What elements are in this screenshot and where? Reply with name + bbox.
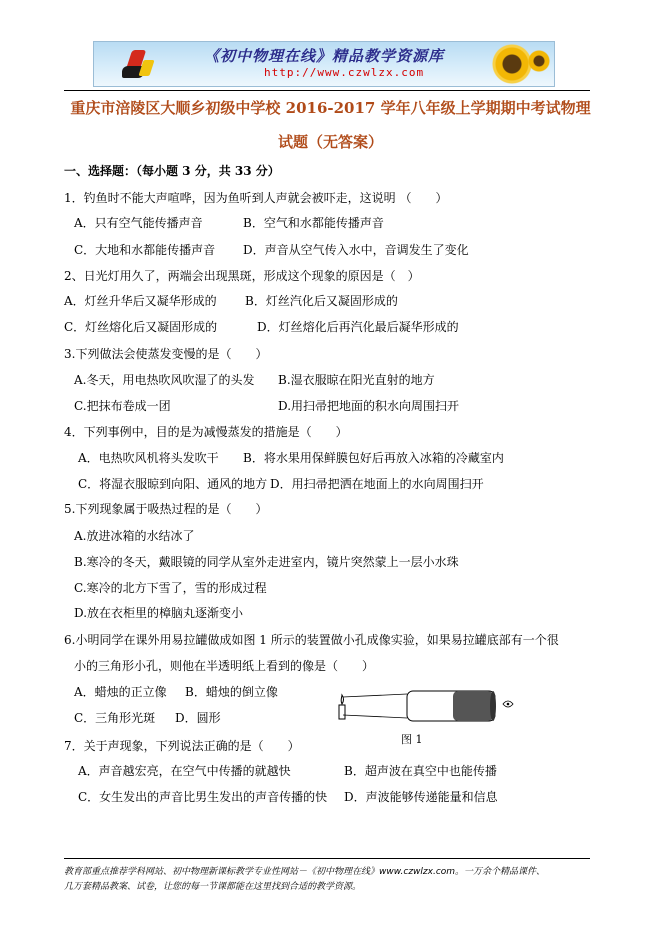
q4-option-d: D．用扫帚把洒在地面上的水向周围扫开: [270, 477, 484, 491]
q5-option-b: B.寒冷的冬天，戴眼镜的同学从室外走进室内，镜片突然蒙上一层小水珠: [74, 555, 459, 569]
question-7-stem: 7．关于声现象，下列说法正确的是（ ）: [64, 739, 300, 753]
page-title: 重庆市涪陵区大顺乡初级中学校 2016-2017 学年八年级上学期期中考试物理: [70, 99, 591, 117]
question-4-stem: 4．下列事例中，目的是为减慢蒸发的措施是（ ）: [64, 425, 348, 439]
banner-title: 《初中物理在线》精品教学资源库: [204, 47, 445, 65]
q5-option-d: D.放在衣柜里的樟脑丸逐渐变小: [74, 606, 244, 620]
question-3-stem: 3.下列做法会使蒸发变慢的是（ ）: [64, 347, 268, 361]
q7-option-c: C．女生发出的声音比男生发出的声音传播的快: [78, 790, 328, 804]
q6-option-b: B．蜡烛的倒立像: [185, 685, 278, 699]
q7-option-d: D．声波能够传递能量和信息: [344, 790, 498, 804]
q3-option-b: B.湿衣服晾在阳光直射的地方: [278, 373, 435, 387]
sunflower-small-icon: [526, 48, 552, 74]
question-6-stem: 6.小明同学在课外用易拉罐做成如图 1 所示的装置做小孔成像实验，如果易拉罐底部有一个很: [64, 633, 559, 647]
page-title-line2: 试题（无答案）: [277, 133, 383, 151]
footer-rule: [64, 858, 590, 859]
header-rule: [64, 90, 590, 91]
footer-line2: 几万套精品教案、试卷，让您的每一节课都能在这里找到合适的教学资源。: [64, 882, 362, 892]
q4-option-b: B．将水果用保鲜膜包好后再放入冰箱的冷藏室内: [243, 451, 504, 465]
q3-option-d: D.用扫帚把地面的积水向周围扫开: [278, 399, 460, 413]
question-2-stem: 2、日光灯用久了，两端会出现黑斑，形成这个现象的原因是（ ）: [64, 269, 420, 283]
q1-option-d: D．声音从空气传入水中，音调发生了变化: [243, 243, 469, 257]
section-heading: 一、选择题：（每小题 3 分，共 33 分）: [64, 164, 280, 178]
q4-option-a: A．电热吹风机将头发吹干: [78, 451, 219, 465]
q4-option-c: C．将湿衣服晾到向阳、通风的地方: [78, 477, 268, 491]
q5-option-a: A.放进冰箱的水结冰了: [74, 529, 195, 543]
q2-option-a: A．灯丝升华后又凝华形成的: [64, 294, 217, 308]
header-banner: [93, 41, 555, 87]
footer-line1: 教育部重点推荐学科网站、初中物理新课标教学专业性网站－《初中物理在线》www.czwlzx.com。一万余个精品课件、: [64, 867, 546, 877]
eye-icon: [503, 701, 513, 707]
q5-option-c: C.寒冷的北方下雪了，雪的形成过程: [74, 581, 267, 595]
question-1-stem: 1．钓鱼时不能大声喧哗，因为鱼听到人声就会被吓走，这说明 （ ）: [64, 191, 448, 205]
can-icon: [407, 691, 496, 721]
q6-option-d: D．圆形: [175, 711, 221, 725]
banner-url[interactable]: http://www.czwlzx.com: [264, 66, 425, 79]
question-6-stem-line2: 小的三角形小孔，则他在半透明纸上看到的像是（ ）: [74, 659, 375, 673]
q3-option-c: C.把抹布卷成一团: [74, 399, 171, 413]
q2-option-c: C．灯丝熔化后又凝固形成的: [64, 320, 218, 334]
q7-option-a: A．声音越宏亮，在空气中传播的就越快: [78, 764, 291, 778]
question-5-stem: 5.下列现象属于吸热过程的是（ ）: [64, 502, 268, 516]
pinhole-camera-figure: [335, 683, 515, 733]
q7-option-b: B．超声波在真空中也能传播: [344, 764, 497, 778]
q2-option-b: B．灯丝汽化后又凝固形成的: [245, 294, 398, 308]
q3-option-a: A.冬天，用电热吹风吹湿了的头发: [74, 373, 255, 387]
q2-option-d: D．灯丝熔化后再汽化最后凝华形成的: [257, 320, 459, 334]
q6-option-c: C．三角形光斑: [74, 711, 156, 725]
q1-option-a: A．只有空气能传播声音: [74, 216, 203, 230]
figure-caption: 图 1: [401, 733, 423, 746]
q6-option-a: A．蜡烛的正立像: [74, 685, 167, 699]
q1-option-c: C．大地和水都能传播声音: [74, 243, 216, 257]
light-cone-icon: [343, 694, 407, 718]
q1-option-b: B．空气和水都能传播声音: [243, 216, 384, 230]
